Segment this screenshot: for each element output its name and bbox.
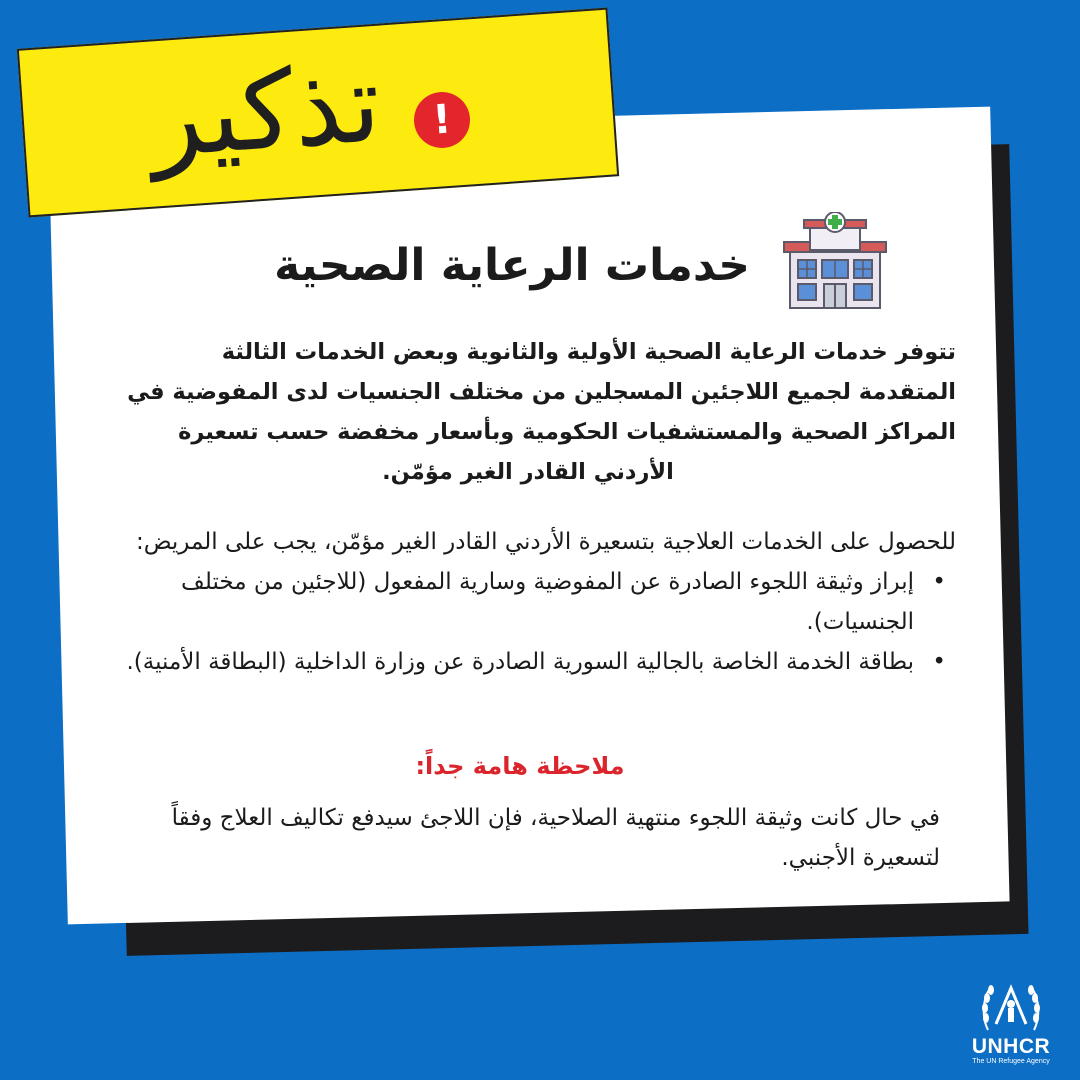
intro-line: الأردني القادر الغير مؤمّن.: [382, 459, 674, 485]
intro-line: تتوفر خدمات الرعاية الصحية الأولية والثانوية وبعض الخدمات الثالثة: [221, 339, 956, 365]
reminder-banner-text: تذكير: [145, 41, 385, 182]
requirements-section: [100, 522, 956, 682]
requirements-lead: للحصول على الخدمات العلاجية بتسعيرة الأردني القادر الغير مؤمّن، يجب على المريض:: [135, 529, 956, 555]
page-title: خدمات الرعاية الصحية: [274, 240, 750, 291]
unhcr-logo: [966, 978, 1056, 1070]
important-note-title: ملاحظة هامة جداً:: [415, 752, 625, 780]
requirements-list: [100, 562, 956, 682]
intro-line: المتقدمة لجميع اللاجئين المسجلين من مختلف الجنسيات لدى المفوضية في: [127, 379, 956, 405]
list-item: • بطاقة الخدمة الخاصة بالجالية السورية الصادرة عن وزارة الداخلية (البطاقة الأمنية).: [100, 642, 928, 682]
list-item: • إبراز وثيقة اللجوء الصادرة عن المفوضية وسارية المفعول (للاجئين من مختلف الجنسيات).: [100, 562, 928, 642]
intro-line: المراكز الصحية والمستشفيات الحكومية وبأسعار مخفضة حسب تسعيرة: [178, 419, 956, 445]
unhcr-emblem-icon: [980, 978, 1042, 1034]
important-note-text: في حال كانت وثيقة اللجوء منتهية الصلاحية، فإن اللاجئ سيدفع تكاليف العلاج وفقاً لتسعيرة الأجنبي.: [171, 805, 940, 871]
hospital-icon: [780, 212, 890, 312]
exclamation-alert-icon: !: [412, 90, 472, 150]
intro-paragraph: [100, 332, 956, 492]
important-note-body: [90, 798, 940, 878]
logo-name: UNHCR: [971, 1035, 1051, 1058]
logo-tagline: The UN Refugee Agency: [972, 1058, 1050, 1065]
